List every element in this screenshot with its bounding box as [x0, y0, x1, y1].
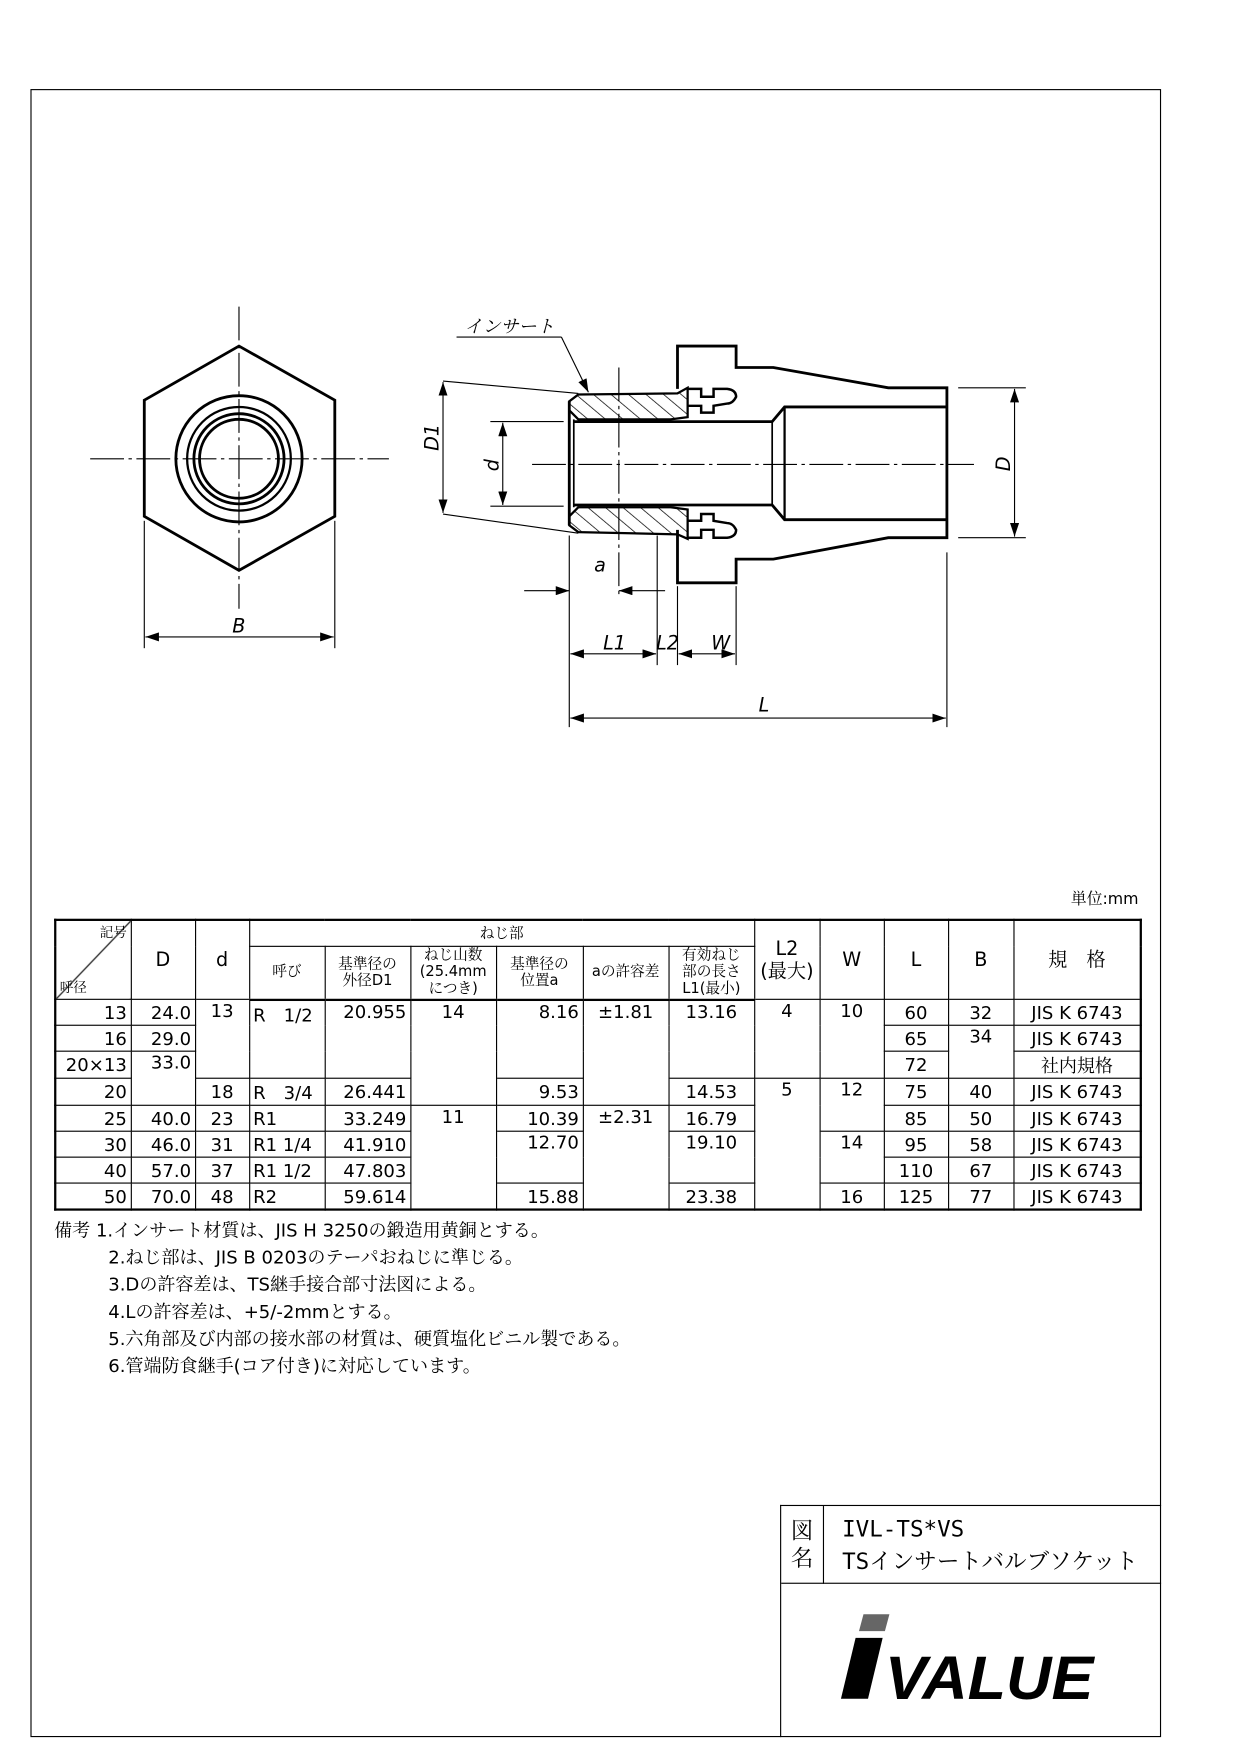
side-section-view — [443, 337, 1026, 727]
cell-yobi: R 1/2 — [249, 999, 325, 1078]
header-W: W — [820, 920, 884, 999]
cell-a: 12.70 — [496, 1131, 583, 1183]
cell-D1: 41.910 — [325, 1131, 411, 1157]
cell-d: 37 — [195, 1157, 249, 1183]
dim-label-L2: L2 — [656, 631, 679, 655]
cell-D: 46.0 — [131, 1131, 195, 1157]
cell-nominal: 25 — [55, 1105, 131, 1131]
title-block — [780, 1505, 1161, 1737]
cell-d: 23 — [195, 1105, 249, 1131]
cell-B: 67 — [948, 1157, 1013, 1183]
dimension-table — [54, 919, 1142, 1211]
table-row — [55, 1105, 1141, 1131]
cell-D: 70.0 — [131, 1183, 195, 1209]
svg-text:VALUE: VALUE — [884, 1643, 1096, 1712]
cell-L2: 4 — [754, 999, 819, 1078]
header-thread: ねじ部 — [249, 920, 754, 946]
cell-thread-count: 11 — [410, 1105, 496, 1209]
cell-D: 40.0 — [131, 1105, 195, 1131]
cell-L1: 16.79 — [668, 1105, 754, 1131]
cell-standard: JIS K 6743 — [1014, 1025, 1141, 1051]
cell-d: 31 — [195, 1131, 249, 1157]
note-item: 3.Dの許容差は、TS継手接合部寸法図による。 — [108, 1273, 487, 1296]
note-item: 2.ねじ部は、JIS B 0203のテーパおねじに準じる。 — [108, 1246, 523, 1269]
notes — [54, 1217, 630, 1379]
insert-label: インサート — [464, 316, 555, 338]
cell-d: 13 — [195, 999, 249, 1078]
cell-L: 125 — [884, 1183, 948, 1209]
drawing-code: IVL-TS*VS — [842, 1515, 965, 1543]
product-name: TSインサートバルブソケット — [842, 1547, 1138, 1575]
cell-D1: 59.614 — [325, 1183, 411, 1209]
dim-label-L1: L1 — [603, 631, 626, 655]
cell-L1: 23.38 — [668, 1183, 754, 1209]
table-row — [55, 999, 1141, 1025]
dim-label-d: d — [480, 459, 504, 472]
note-item: 1.インサート材質は、JIS H 3250の鍛造用黄銅とする。 — [95, 1219, 549, 1242]
cell-standard: 社内規格 — [1014, 1051, 1141, 1078]
cell-D: 57.0 — [131, 1157, 195, 1183]
dim-label-a: a — [594, 553, 606, 577]
cell-D: 24.0 — [131, 999, 195, 1025]
header-B: B — [948, 920, 1013, 999]
cell-L: 75 — [884, 1078, 948, 1105]
cell-W: 10 — [820, 999, 884, 1078]
header-D: D — [131, 920, 195, 999]
cell-standard: JIS K 6743 — [1014, 1078, 1141, 1105]
cell-W: 14 — [820, 1131, 884, 1183]
cell-yobi: R 3/4 — [249, 1078, 325, 1105]
cell-nominal: 16 — [55, 1025, 131, 1051]
cell-L1: 19.10 — [668, 1131, 754, 1183]
dim-label-B: B — [232, 614, 246, 638]
cell-standard: JIS K 6743 — [1014, 1157, 1141, 1183]
dim-label-W: W — [711, 631, 731, 655]
cell-D: 29.0 — [131, 1025, 195, 1051]
dim-label-L: L — [758, 693, 770, 717]
cell-d: 48 — [195, 1183, 249, 1209]
cell-D1: 26.441 — [325, 1078, 411, 1105]
cell-L: 65 — [884, 1025, 948, 1051]
header-kigou: 記号 — [99, 924, 127, 941]
cell-B: 34 — [948, 1025, 1013, 1078]
cell-nominal: 30 — [55, 1131, 131, 1157]
header-L: L — [884, 920, 948, 999]
cell-B: 77 — [948, 1183, 1013, 1209]
cell-nominal: 20×13 — [55, 1051, 131, 1078]
note-item: 4.Lの許容差は、+5/-2mmとする。 — [108, 1300, 402, 1323]
cell-D1: 20.955 — [325, 999, 411, 1078]
cell-D: 33.0 — [131, 1051, 195, 1105]
cell-thread-count: 14 — [410, 999, 496, 1105]
cell-standard: JIS K 6743 — [1014, 999, 1141, 1025]
cell-L: 72 — [884, 1051, 948, 1078]
cell-a-tolerance: ±1.81 — [583, 999, 669, 1105]
header-diagonal-cell — [55, 920, 131, 999]
cell-B: 50 — [948, 1105, 1013, 1131]
ivalue-logo — [781, 1584, 1161, 1737]
header-D1: 基準径の 外径D1 — [325, 946, 411, 999]
notes-title: 備考 — [54, 1219, 91, 1242]
drawing-name — [824, 1506, 1161, 1584]
header-yobi: 呼び — [249, 946, 325, 999]
cell-L: 85 — [884, 1105, 948, 1131]
cell-yobi: R1 — [249, 1105, 325, 1131]
cell-L1: 13.16 — [668, 999, 754, 1078]
cell-nominal: 20 — [55, 1078, 131, 1105]
header-L2: L2 (最大) — [754, 920, 819, 999]
cell-yobi: R1 1/4 — [249, 1131, 325, 1157]
cell-W: 16 — [820, 1183, 884, 1209]
header-position-a: 基準径の 位置a — [496, 946, 583, 999]
cell-a: 9.53 — [496, 1078, 583, 1105]
cell-nominal: 40 — [55, 1157, 131, 1183]
note-item: 5.六角部及び内部の接水部の材質は、硬質塩化ビニル製である。 — [108, 1327, 631, 1350]
header-L1: 有効ねじ 部の長さ L1(最小) — [668, 946, 754, 999]
cell-yobi: R2 — [249, 1183, 325, 1209]
cell-D1: 47.803 — [325, 1157, 411, 1183]
cell-L: 110 — [884, 1157, 948, 1183]
dim-label-D: D — [992, 456, 1016, 472]
dim-label-D1: D1 — [420, 423, 444, 451]
cell-L1: 14.53 — [668, 1078, 754, 1105]
cell-D1: 33.249 — [325, 1105, 411, 1131]
cell-B: 40 — [948, 1078, 1013, 1105]
header-yobikei: 呼径 — [59, 979, 87, 996]
cell-standard: JIS K 6743 — [1014, 1183, 1141, 1209]
cell-L2: 5 — [754, 1078, 819, 1209]
cell-standard: JIS K 6743 — [1014, 1105, 1141, 1131]
header-standard: 規 格 — [1014, 920, 1141, 999]
header-thread-count: ねじ山数 (25.4mm につき) — [410, 946, 496, 999]
cell-a: 8.16 — [496, 999, 583, 1078]
cell-nominal: 13 — [55, 999, 131, 1025]
cell-B: 58 — [948, 1131, 1013, 1157]
cell-a-tolerance: ±2.31 — [583, 1105, 669, 1209]
cell-standard: JIS K 6743 — [1014, 1131, 1141, 1157]
drawing-name-label: 図 名 — [781, 1506, 824, 1584]
cell-L: 95 — [884, 1131, 948, 1157]
cell-a: 10.39 — [496, 1105, 583, 1131]
unit-label: 単位:mm — [1070, 890, 1139, 909]
header-a-tolerance: aの許容差 — [583, 946, 669, 999]
cell-d: 18 — [195, 1078, 249, 1105]
cell-a: 15.88 — [496, 1183, 583, 1209]
cell-L: 60 — [884, 999, 948, 1025]
cell-B: 32 — [948, 999, 1013, 1025]
cell-W: 12 — [820, 1078, 884, 1131]
cell-nominal: 50 — [55, 1183, 131, 1209]
cell-yobi: R1 1/2 — [249, 1157, 325, 1183]
header-d: d — [195, 920, 249, 999]
note-item: 6.管端防食継手(コア付き)に対応しています。 — [108, 1354, 481, 1377]
hex-front-view — [90, 307, 389, 649]
